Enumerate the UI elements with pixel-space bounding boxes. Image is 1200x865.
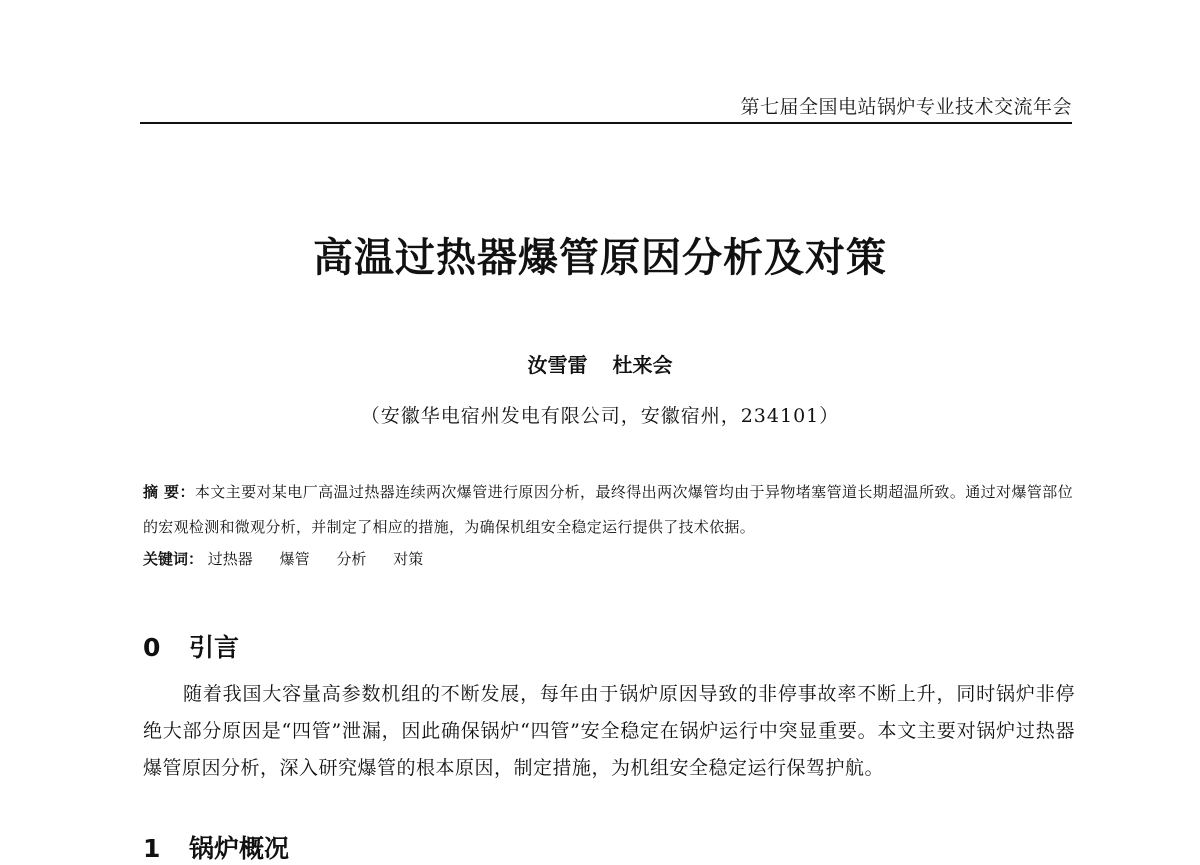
section-title: 引言 <box>189 633 240 662</box>
section-number: 0 <box>143 633 161 662</box>
keyword: 爆管 <box>279 550 310 568</box>
abstract <box>143 475 1073 545</box>
paper-title: 高温过热器爆管原因分析及对策 <box>313 235 887 281</box>
conference-header: 第七届全国电站锅炉专业技术交流年会 <box>740 96 1072 118</box>
section-heading-introduction <box>143 628 239 664</box>
authors: 汝雪雷 杜来会 <box>527 353 673 377</box>
affiliation: （安徽华电宿州发电有限公司，安徽宿州，234101） <box>360 405 840 427</box>
abstract-text: 本文主要对某电厂高温过热器连续两次爆管进行原因分析，最终得出两次爆管均由于异物堵塞管道长期超温所致。通过对爆管部位的宏观检测和微观分析，并制定了相应的措施，为确保机组安全稳定运行提供了技术依据。 <box>143 483 1073 536</box>
header-rule <box>140 122 1072 124</box>
keywords-label: 关键词： <box>143 550 204 568</box>
keywords <box>143 546 445 572</box>
section-heading-boiler-overview <box>143 829 289 865</box>
keyword: 分析 <box>336 550 367 568</box>
section-number: 1 <box>143 834 161 863</box>
keyword: 过热器 <box>207 550 253 568</box>
section-title: 锅炉概况 <box>189 834 290 863</box>
introduction-paragraph: 随着我国大容量高参数机组的不断发展，每年由于锅炉原因导致的非停事故率不断上升，同时锅炉非停绝大部分原因是“四管”泄漏，因此确保锅炉“四管”安全稳定在锅炉运行中突显重要。本文主要对锅炉过热器爆管原因分析，深入研究爆管的根本原因，制定措施，为机组安全稳定运行保驾护航。 <box>143 683 1075 779</box>
abstract-label: 摘 要： <box>143 483 195 501</box>
keyword: 对策 <box>393 550 424 568</box>
